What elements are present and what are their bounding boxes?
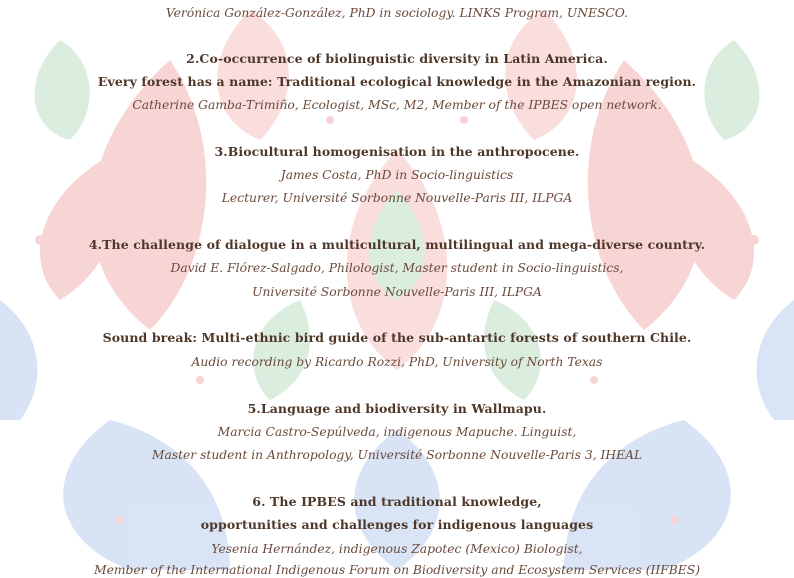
program-line: Catherine Gamba-Trimiño, Ecologist, MSc, M2, Member of the IPBES open network.: [132, 98, 662, 112]
program-line: 4.The challenge of dialogue in a multicultural, multilingual and mega-diverse country.: [88, 237, 706, 252]
program-line: James Costa, PhD in Socio-linguistics: [280, 168, 514, 182]
program-line: Master student in Anthropology, Université Sorbonne Nouvelle-Paris 3, IHEAL: [151, 448, 643, 462]
program-line: 5.Language and biodiversity in Wallmapu.: [247, 401, 547, 416]
program-line: Marcia Castro-Sepúlveda, indigenous Mapuche. Linguist,: [217, 425, 577, 439]
program-line: 2.Co-occurrence of biolinguistic diversity in Latin America.: [186, 51, 608, 66]
program-line: Every forest has a name: Traditional ecological knowledge in the Amazonian region.: [97, 74, 697, 89]
program-line: Lecturer, Université Sorbonne Nouvelle-Paris III, ILPGA: [221, 191, 573, 205]
program-line: Member of the International Indigenous Forum on Biodiversity and Ecosystem Services (IIFBES): [93, 563, 701, 577]
program-line: Sound break: Multi-ethnic bird guide of the sub-antartic forests of southern Chile.: [102, 330, 692, 345]
program-line: Université Sorbonne Nouvelle-Paris III, ILPGA: [252, 285, 542, 299]
program-line: Yesenia Hernández, indigenous Zapotec (Mexico) Biologist,: [211, 542, 583, 556]
program-line: Verónica González-González, PhD in sociology. LINKS Program, UNESCO.: [165, 6, 629, 20]
program-line: 6. The IPBES and traditional knowledge,: [252, 494, 542, 509]
program-line: Audio recording by Ricardo Rozzi, PhD, University of North Texas: [191, 355, 603, 369]
program-line: opportunities and challenges for indigenous languages: [200, 517, 594, 532]
program-line: 3.Biocultural homogenisation in the anthropocene.: [214, 144, 580, 159]
program-line: David E. Flórez-Salgado, Philologist, Master student in Socio-linguistics,: [170, 261, 624, 275]
